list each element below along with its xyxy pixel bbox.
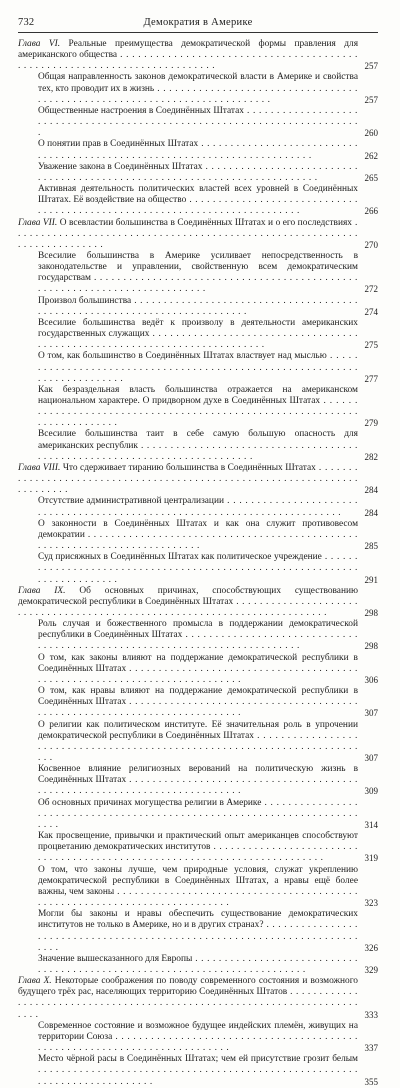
entry-title: Об основных причинах, способствующих существованию демократической республики в Соединённых Штатах . . . (18, 586, 358, 618)
toc-entry (18, 653, 378, 686)
toc-entry (18, 218, 378, 251)
entry-page-number: 284 (364, 507, 378, 518)
entry-page-number: 355 (364, 1076, 378, 1087)
toc-entry (18, 296, 378, 318)
entry-page-number: 291 (364, 574, 378, 585)
toc-entry (18, 72, 378, 105)
entry-title: О том, как законы влияют на поддержание демократической республики в Соединённых Штатах . . . (38, 653, 358, 685)
entry-title: Как безраздельная власть большинства отражается на американском национальном характере. О придворном духе в Соединённых Штатах . . . (38, 385, 358, 428)
entry-title: Место чёрной расы в Соединённых Штатах; чем ей присутствие грозит белым . . . (38, 1054, 358, 1086)
entry-page-number: 257 (364, 61, 378, 72)
toc-entry (18, 429, 378, 462)
entry-title: Всесилие большинства ведёт к произволу в деятельности американских государственных служащих . . . (38, 318, 358, 350)
entry-title: Общая направленность законов демократической власти в Америке и свойства тех, кто проводит их в жизнь . . . (38, 72, 358, 104)
toc-entry (18, 586, 378, 619)
entry-title: О том, как большинство в Соединённых Штатах властвует над мыслью . . . (38, 351, 358, 383)
entry-title: Некоторые соображения по поводу современного состояния и возможного будущего трёх рас, населяющих территорию Соединённых Штатов . . . (18, 976, 358, 1019)
entry-page-number: 333 (364, 1009, 378, 1020)
toc-entry (18, 519, 378, 552)
entry-title: О понятии прав в Соединённых Штатах . . . (38, 139, 358, 160)
toc-entry (18, 184, 378, 217)
toc-entry (18, 251, 378, 296)
header-rule (18, 32, 378, 33)
entry-title: Общественные настроения в Соединённых Штатах . . . (38, 106, 358, 138)
entry-page-number: 298 (364, 641, 378, 652)
toc-entry (18, 463, 378, 496)
entry-page-number: 306 (364, 674, 378, 685)
entry-page-number: 319 (364, 853, 378, 864)
chapter-label: Глава VI. (18, 39, 61, 49)
entry-title: Отсутствие административной централизации . . . (38, 496, 358, 517)
toc-entry (18, 106, 378, 139)
entry-page-number: 265 (364, 172, 378, 183)
entry-title: О том, что законы лучше, чем природные условия, служат укреплению демократической республики в Соединённых Штатах, а нравы ещё более важны, чем законы . . . (38, 865, 358, 908)
entry-page-number: 277 (364, 373, 378, 384)
entry-title: О законности в Соединённых Штатах и как она служит противовесом демократии . . . (38, 519, 358, 551)
entry-title: Уважение закона в Соединённых Штатах . . . (38, 162, 358, 183)
chapter-label: Глава X. (18, 976, 52, 987)
toc-entry (18, 798, 378, 831)
toc-entry (18, 318, 378, 351)
toc-entry (18, 1054, 378, 1087)
chapter-label: Глава VII. (18, 217, 58, 228)
toc-entry (18, 831, 378, 864)
entry-page-number: 279 (364, 418, 378, 429)
toc-entry (18, 496, 378, 518)
toc-entry (18, 954, 378, 976)
entry-title: О религии как политическом институте. Её значительная роль в упрочении демократической республики в Соединённых Штатах . . . (38, 720, 358, 763)
entry-page-number: 326 (364, 942, 378, 953)
entry-page-number: 275 (364, 340, 378, 351)
toc-entry (18, 686, 378, 719)
entry-page-number: 285 (364, 541, 378, 552)
table-of-contents (18, 39, 378, 1088)
toc-entry (18, 139, 378, 161)
entry-page-number: 307 (364, 708, 378, 719)
entry-title: Всесилие большинства таит в себе самую большую опасность для американских республик . . . (38, 429, 358, 461)
entry-page-number: 274 (364, 306, 378, 317)
toc-entry (18, 39, 378, 72)
entry-title: Произвол большинства . . . (38, 296, 358, 317)
entry-title: Косвенное влияние религиозных верований на политическую жизнь в Соединённых Штатах . . . (38, 764, 358, 796)
toc-entry (18, 976, 378, 1021)
entry-page-number: 309 (364, 786, 378, 797)
entry-title: Всесилие большинства в Америке усиливает непосредственность в законодательстве и управлении, свойственную всем демократическим государствам . . . (38, 251, 358, 294)
entry-page-number: 266 (364, 206, 378, 217)
entry-page-number: 337 (364, 1043, 378, 1054)
entry-page-number: 257 (364, 94, 378, 105)
entry-page-number: 284 (364, 485, 378, 496)
toc-entry (18, 764, 378, 797)
entry-title: Современное состояние и возможное будущее индейских племён, живущих на территории Союза . . . (38, 1021, 358, 1053)
entry-page-number: 260 (364, 128, 378, 139)
entry-title: Роль случая и божественного промысла в поддержании демократической республики в Соединённых Штатах . . . (38, 619, 358, 651)
entry-title: Что сдерживает тиранию большинства в Соединённых Штатах . . . (18, 463, 358, 495)
page-number: 732 (18, 17, 35, 28)
entry-title: Суд присяжных в Соединённых Штатах как политическое учреждение . . . (38, 552, 358, 584)
entry-page-number: 262 (364, 150, 378, 161)
running-title: Демократия в Америке (143, 17, 253, 28)
entry-title: Значение вышесказанного для Европы . . . (38, 954, 358, 975)
entry-page-number: 270 (364, 239, 378, 250)
entry-title: О всевластии большинства в Соединённых Штатах и о его последствиях . . . (18, 218, 358, 250)
entry-page-number: 329 (364, 964, 378, 975)
chapter-label: Глава IX. (18, 585, 66, 596)
entry-page-number: 298 (364, 607, 378, 618)
toc-entry (18, 619, 378, 652)
entry-title: Реальные преимущества демократической формы правления для американского общества . . . (18, 39, 358, 71)
entry-title: Активная деятельность политических властей всех уровней в Соединённых Штатах. Её воздействие на общество . . . (38, 184, 358, 216)
entry-page-number: 272 (364, 284, 378, 295)
entry-title: Могли бы законы и нравы обеспечить существование демократических институтов не только в Америке, но и в других странах? . . . (38, 909, 358, 952)
toc-entry (18, 865, 378, 910)
toc-entry (18, 1021, 378, 1054)
entry-page-number: 307 (364, 753, 378, 763)
toc-entry (18, 552, 378, 585)
toc-entry (18, 720, 378, 765)
toc-entry (18, 351, 378, 384)
page-header (18, 16, 378, 30)
toc-entry (18, 385, 378, 430)
toc-entry (18, 909, 378, 954)
chapter-label: Глава VIII. (18, 462, 61, 473)
entry-page-number: 323 (364, 898, 378, 909)
entry-title: Как просвещение, привычки и практический опыт американцев способствуют процветанию демократических институтов . . . (38, 831, 358, 863)
entry-title: Об основных причинах могущества религии в Америке . . . (38, 798, 358, 830)
entry-page-number: 282 (364, 451, 378, 462)
entry-title: О том, как нравы влияют на поддержание демократической республики в Соединённых Штатах . . . (38, 686, 358, 718)
entry-page-number: 314 (364, 819, 378, 830)
toc-entry (18, 162, 378, 184)
